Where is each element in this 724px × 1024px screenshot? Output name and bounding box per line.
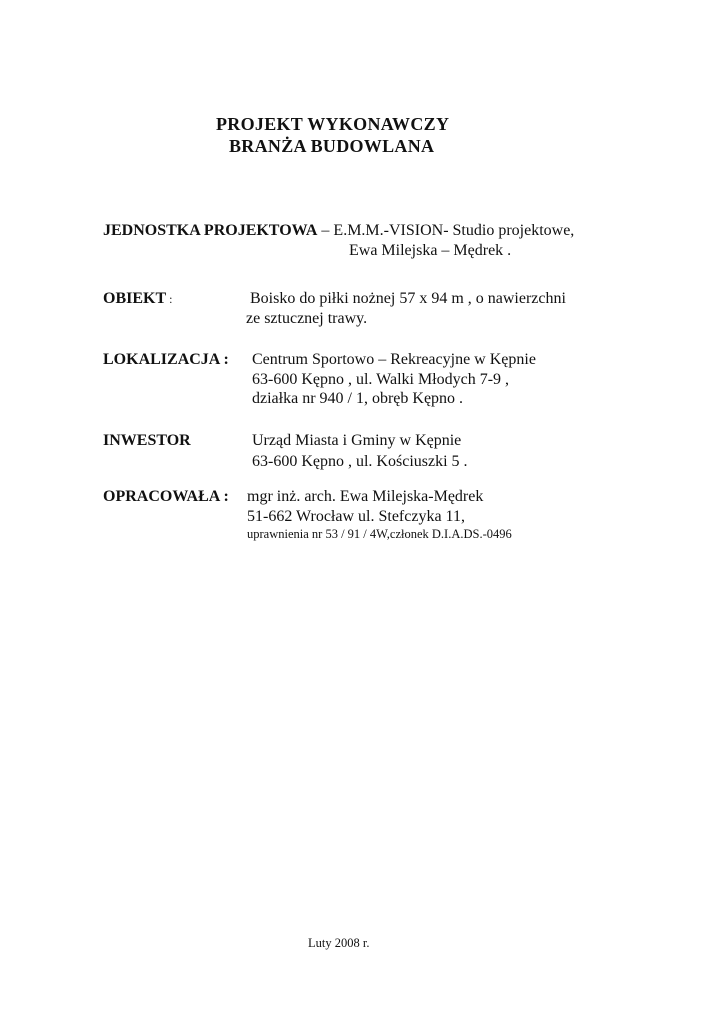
opracowala-label: OPRACOWAŁA : <box>103 488 229 505</box>
obiekt-label: OBIEKT <box>103 290 167 307</box>
obiekt-colon: : <box>166 292 173 306</box>
opracowala-line-3: uprawnienia nr 53 / 91 / 4W,członek D.I.A.DS.-0496 <box>247 527 512 541</box>
title-line-2: BRANŻA BUDOWLANA <box>229 136 435 156</box>
obiekt-line-2: ze sztucznej trawy. <box>246 310 368 327</box>
jednostka-line-2: Ewa Milejska – Mędrek . <box>349 242 512 259</box>
lokalizacja-label: LOKALIZACJA : <box>103 351 229 368</box>
obiekt-line-1: Boisko do piłki nożnej 57 x 94 m , o nawierzchni <box>250 290 566 307</box>
document-date: Luty 2008 r. <box>308 936 370 950</box>
lokalizacja-line-2: 63-600 Kępno , ul. Walki Młodych 7-9 , <box>252 371 510 388</box>
jednostka-line-1: – E.M.M.-VISION- Studio projektowe, <box>317 222 575 239</box>
jednostka-label: JEDNOSTKA PROJEKTOWA <box>103 222 318 239</box>
inwestor-line-2: 63-600 Kępno , ul. Kościuszki 5 . <box>252 453 468 470</box>
opracowala-line-2: 51-662 Wrocław ul. Stefczyka 11, <box>247 508 465 525</box>
obiekt-label-row <box>103 290 172 308</box>
opracowala-line-1: mgr inż. arch. Ewa Milejska-Mędrek <box>247 488 484 505</box>
inwestor-label: INWESTOR <box>103 432 191 449</box>
title-line-1: PROJEKT WYKONAWCZY <box>216 114 450 134</box>
jednostka-row <box>103 222 574 240</box>
lokalizacja-line-1: Centrum Sportowo – Rekreacyjne w Kępnie <box>252 351 536 368</box>
inwestor-line-1: Urząd Miasta i Gminy w Kępnie <box>252 432 462 449</box>
lokalizacja-line-3: działka nr 940 / 1, obręb Kępno . <box>252 390 464 407</box>
